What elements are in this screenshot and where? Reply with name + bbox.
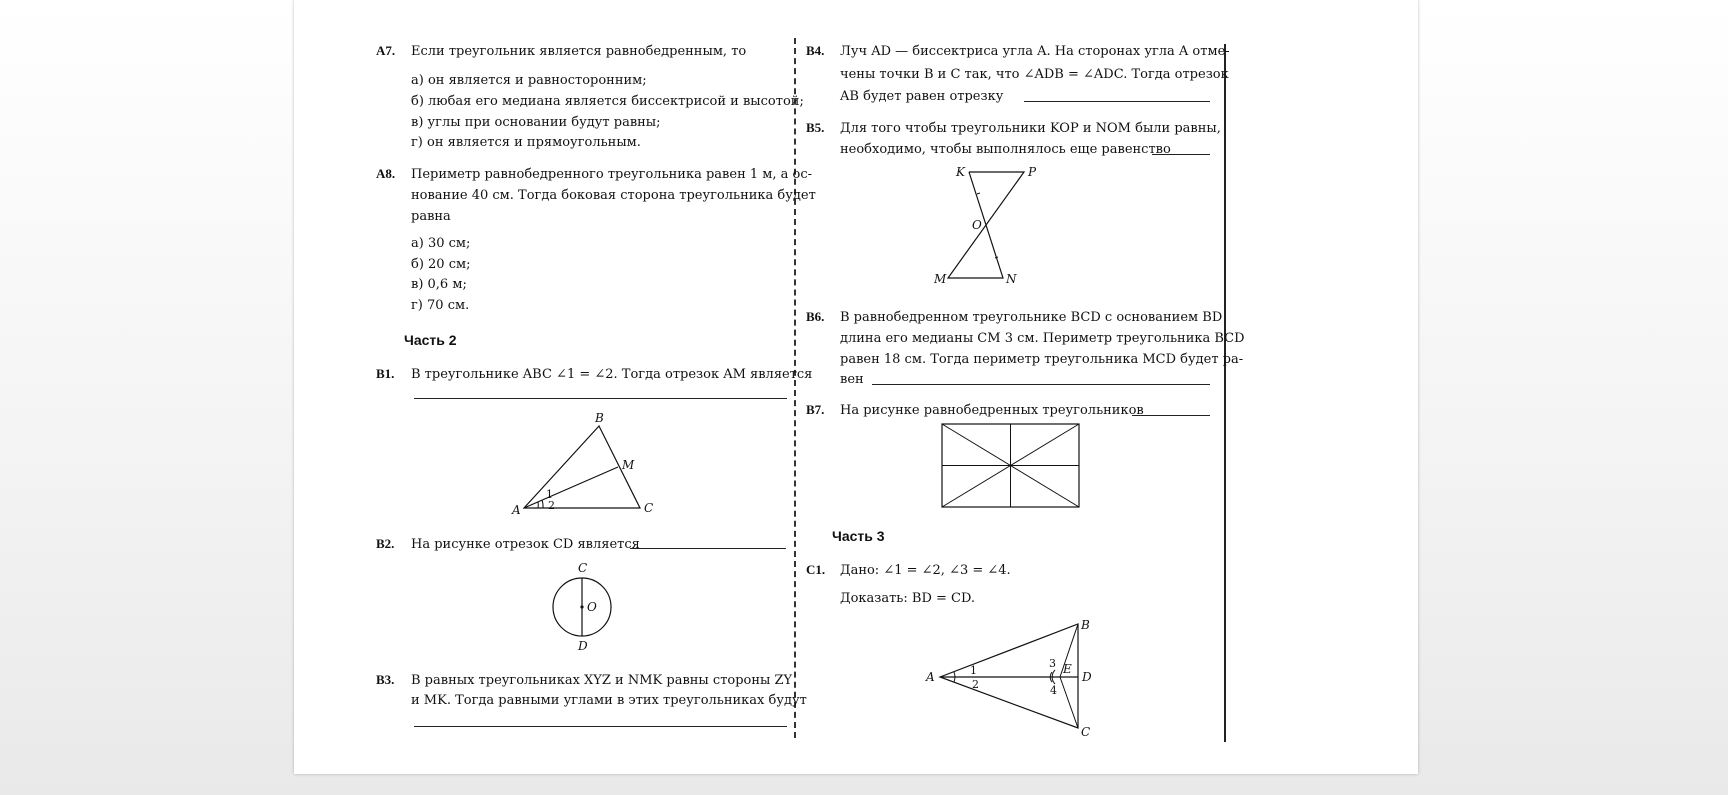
question-text-line: равна [411, 209, 451, 224]
question-text: На рисунке равнобедренных треугольников [840, 403, 1144, 418]
answer-line [414, 398, 787, 399]
angle-label-4: 4 [1050, 684, 1057, 697]
answer-line [1132, 415, 1210, 416]
given-text: Дано: ∠1 = ∠2, ∠3 = ∠4. [840, 563, 1011, 578]
triangle-abc-bisector-figure [924, 614, 1094, 738]
question-text-line: В равнобедренном треугольнике BCD с основанием BD [840, 310, 1223, 325]
question-text: На рисунке отрезок CD является [411, 537, 640, 552]
rectangle-diagonals-figure [940, 422, 1082, 510]
answer-option: а) 30 см; [411, 236, 471, 251]
triangle-abc-figure [494, 410, 674, 520]
label-P: P [1028, 165, 1037, 179]
question-number: A7. [376, 43, 396, 58]
prove-text: Доказать: BD = CD. [840, 591, 976, 606]
answer-line [630, 548, 786, 549]
question-text-line: Периметр равнобедренного треугольника равен 1 м, а ос- [411, 167, 813, 182]
angle-label-1: 1 [970, 664, 977, 677]
section-heading: Часть 2 [404, 332, 457, 348]
answer-line [414, 726, 787, 727]
question-text-line: Для того чтобы треугольники KOP и NOM были равны, [840, 121, 1221, 136]
question-text-line: и MK. Тогда равными углами в этих треугольниках будут [411, 693, 807, 708]
question-number: B4. [806, 43, 825, 58]
angle-label-2: 2 [548, 499, 555, 512]
column-divider [794, 38, 796, 738]
angle-label-3: 3 [1049, 657, 1056, 670]
label-C: C [578, 561, 588, 575]
question-text: Если треугольник является равнобедренным, то [411, 44, 747, 59]
label-M: M [622, 458, 635, 472]
section-heading: Часть 3 [832, 528, 885, 544]
question-text-line: Луч AD — биссектриса угла A. На сторонах угла A отме- [840, 44, 1230, 59]
question-text-line: чены точки B и C так, что ∠ADB = ∠ADC. Тогда отрезок [840, 67, 1229, 82]
answer-option: а) он является и равносторонним; [411, 73, 647, 88]
worksheet-page [294, 0, 1418, 774]
question-text-line: AB будет равен отрезку [840, 89, 1004, 104]
answer-option: б) любая его медиана является биссектрисой и высотой; [411, 94, 804, 109]
label-D: D [1082, 670, 1092, 684]
label-B: B [1081, 618, 1090, 632]
answer-line [872, 384, 1210, 385]
label-B: B [595, 411, 604, 425]
answer-option: в) 0,6 м; [411, 277, 467, 292]
answer-option: в) углы при основании будут равны; [411, 115, 661, 130]
question-text-line: длина его медианы CM 3 см. Периметр треугольника BCD [840, 331, 1245, 346]
label-C: C [644, 501, 654, 515]
angle-label-1: 1 [546, 488, 553, 501]
question-text-line: вен [840, 372, 864, 387]
question-number: B2. [376, 536, 395, 551]
label-N: N [1006, 272, 1017, 286]
label-D: D [578, 639, 588, 653]
question-text-line: нование 40 см. Тогда боковая сторона треугольника будет [411, 188, 816, 203]
circle-figure [544, 558, 624, 653]
label-A: A [512, 503, 521, 517]
question-text-line: необходимо, чтобы выполнялось еще равенство [840, 142, 1171, 157]
answer-line [1024, 101, 1210, 102]
label-O: O [972, 218, 982, 232]
right-border-line [1224, 44, 1226, 742]
label-C: C [1081, 725, 1091, 738]
answer-option: б) 20 см; [411, 257, 471, 272]
label-M: M [934, 272, 947, 286]
question-number: B1. [376, 366, 395, 381]
question-text: В треугольнике ABC ∠1 = ∠2. Тогда отрезок AM является [411, 367, 813, 382]
answer-line [1152, 154, 1210, 155]
question-number: B3. [376, 672, 395, 687]
angle-label-2: 2 [972, 678, 979, 691]
label-K: K [956, 165, 965, 179]
question-number: A8. [376, 166, 396, 181]
answer-option: г) 70 см. [411, 298, 470, 313]
question-number: B5. [806, 120, 825, 135]
question-text-line: В равных треугольниках XYZ и NMK равны стороны ZY [411, 673, 793, 688]
question-number: B7. [806, 402, 825, 417]
question-number: C1. [806, 562, 826, 577]
label-E: E [1063, 662, 1072, 676]
triangles-kop-nom-figure [934, 160, 1054, 290]
answer-option: г) он является и прямоугольным. [411, 135, 641, 150]
label-O: O [587, 600, 597, 614]
question-text-line: равен 18 см. Тогда периметр треугольника MCD будет ра- [840, 352, 1244, 367]
question-number: B6. [806, 309, 825, 324]
label-A: A [926, 670, 935, 684]
